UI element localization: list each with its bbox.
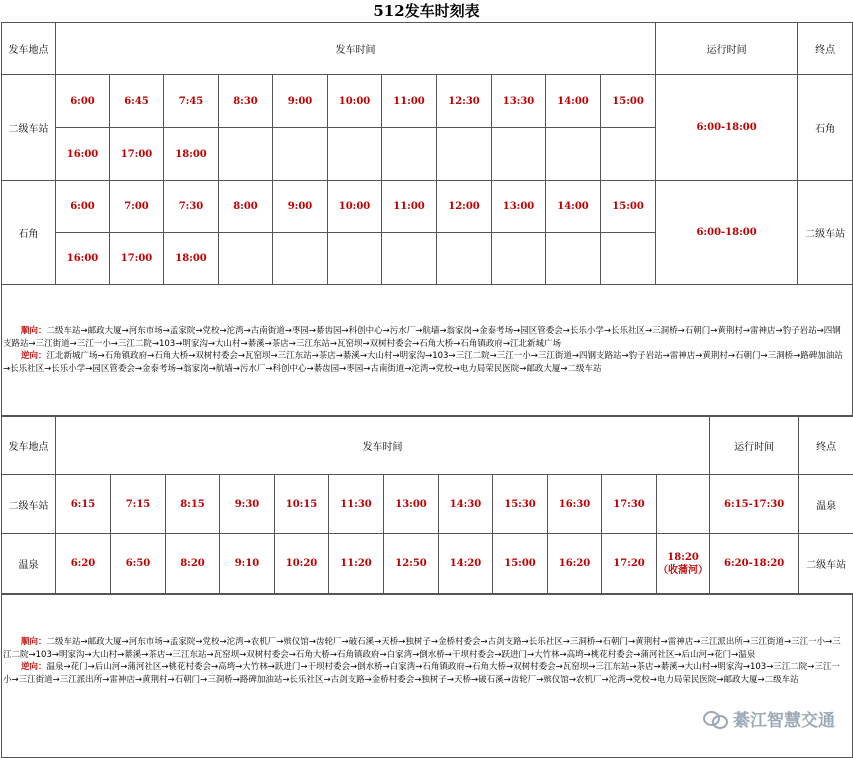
departure-time: 18:00	[164, 233, 219, 285]
departure-time: 14:00	[546, 75, 601, 128]
empty-cell	[492, 233, 546, 285]
run-time: 6:20-18:20	[710, 534, 799, 594]
departure-time: 13:00	[492, 181, 546, 233]
empty-cell	[492, 128, 546, 181]
header-end: 终点	[798, 23, 853, 75]
empty-cell	[219, 128, 273, 181]
header-place: 发车地点	[2, 416, 56, 475]
departure-time: 17:00	[110, 233, 164, 285]
empty-cell	[273, 128, 328, 181]
departure-time	[657, 475, 710, 534]
departure-time: 15:00	[601, 181, 656, 233]
departure-time: 8:20	[166, 534, 220, 594]
terminal: 石角	[798, 75, 853, 181]
row-place: 二级车站	[2, 75, 56, 181]
departure-time: 10:20	[275, 534, 329, 594]
empty-cell	[382, 233, 437, 285]
departure-time: 12:50	[384, 534, 439, 594]
departure-time: 6:15	[56, 475, 111, 534]
empty-cell	[328, 128, 382, 181]
route-forward-label: 顺向：	[21, 637, 47, 647]
departure-time: 14:30	[439, 475, 493, 534]
empty-cell	[601, 128, 656, 181]
row-place: 温泉	[2, 534, 56, 594]
departure-time: 6:20	[56, 534, 111, 594]
route-reverse	[3, 661, 848, 686]
empty-cell	[601, 233, 656, 285]
departure-time: 11:20	[329, 534, 384, 594]
departure-time: 16:00	[56, 128, 110, 181]
departure-time: 9:00	[273, 181, 328, 233]
empty-cell	[437, 128, 492, 181]
page-title: 512发车时刻表	[373, 2, 480, 20]
departure-time: 8:00	[219, 181, 273, 233]
route-reverse-label: 逆向：	[21, 351, 47, 361]
watermark	[703, 706, 835, 731]
departure-time: 8:15	[166, 475, 220, 534]
row-place: 石角	[2, 181, 56, 285]
route-reverse-stops: 江北新城广场→石角镇政府→石角大桥→双树村委会→瓦窑坝→三江东站→茶店→綦溪→大山村→明家沟→103→三江二院→三江一小→三江街道→四钢支路站→豹子岩站→雷神店→黄荆村→石朝门→三洞桥→路碑加油站→长乐社区→长乐小学→园区管委会→金泰考场→翁家岗→航墙→污水厂→科创中心→綦齿园→枣园→古南街道→沱湾→党校→电力局荣民医院→邮政大厦→二级车站	[3, 351, 843, 374]
departure-time: 15:30	[493, 475, 548, 534]
departure-time: 16:00	[56, 233, 110, 285]
departure-time: 10:15	[275, 475, 329, 534]
departure-time: 9:10	[220, 534, 275, 594]
route-forward-stops: 二级车站→邮政大厦→河东市场→孟家院→党校→沱湾→农机厂→殡仪馆→齿轮厂→破石溪→天桥→独树子→金桥村委会→古剑支路→长乐社区→三洞桥→石朝门→黄荆村→雷神店→三江派出所→三江街道→三江一小→三江二院→103→明家沟→大山村→綦溪→茶店→三江东站→瓦窑坝→双树村委会→石角大桥→石角镇政府→白家湾→倒水桥→干坝村委会→跃进门→大竹林→高塆→桃花村委会→蒲河社区→后山河→花门→温泉	[3, 637, 841, 660]
departure-time: 11:00	[382, 181, 437, 233]
header-place: 发车地点	[2, 23, 56, 75]
departure-time: 17:20	[602, 534, 657, 594]
empty-cell	[219, 233, 273, 285]
terminal: 温泉	[799, 475, 853, 534]
timetable-1	[1, 22, 853, 285]
departure-time: 12:30	[437, 75, 492, 128]
departure-time: 10:00	[328, 181, 382, 233]
departure-time: 7:30	[164, 181, 219, 233]
header-time: 发车时间	[56, 23, 656, 75]
header-end: 终点	[799, 416, 853, 475]
route-reverse	[3, 350, 848, 375]
run-time: 6:15-17:30	[710, 475, 799, 534]
route-text-1	[3, 325, 848, 375]
route-reverse-label: 逆向：	[21, 662, 47, 672]
departure-time: 18:20	[667, 551, 699, 563]
departure-time: 11:00	[382, 75, 437, 128]
empty-cell	[273, 233, 328, 285]
departure-time: 13:00	[384, 475, 439, 534]
route-text-2	[3, 636, 848, 686]
departure-time: 16:20	[548, 534, 602, 594]
empty-cell	[437, 233, 492, 285]
departure-time: 17:30	[602, 475, 657, 534]
departure-time: 9:30	[220, 475, 275, 534]
route-reverse-stops: 温泉→花门→后山河→蒲河社区→桃花村委会→高塆→大竹林→跃进门→干坝村委会→倒水桥→白家湾→石角镇政府→石角大桥→双树村委会→瓦窑坝→三江东站→茶店→綦溪→大山村→明家沟→103→三江二院→三江一小→三江街道→三江派出所→雷神店→黄荆村→石朝门→三洞桥→路碑加油站→长乐社区→古剑支路→金桥村委会→独树子→天桥→破石溪→齿轮厂→殡仪馆→农机厂→沱湾→党校→电力局荣民医院→邮政大厦→二级车站	[3, 662, 840, 685]
departure-time: 9:00	[273, 75, 328, 128]
departure-time: 18:00	[164, 128, 219, 181]
departure-time: 8:30	[219, 75, 273, 128]
departure-note: （收蒲河）	[658, 564, 709, 576]
departure-time: 15:00	[493, 534, 548, 594]
departure-time: 12:00	[437, 181, 492, 233]
departure-time: 6:00	[56, 75, 110, 128]
header-run: 运行时间	[656, 23, 798, 75]
route-forward	[3, 325, 848, 350]
empty-cell	[328, 233, 382, 285]
header-run: 运行时间	[710, 416, 799, 475]
watermark-text: 綦江智慧交通	[733, 711, 835, 731]
departure-time: 16:30	[548, 475, 602, 534]
route-forward-label: 顺向：	[21, 326, 47, 336]
empty-cell	[546, 233, 601, 285]
departure-time: 6:00	[56, 181, 110, 233]
timetable-2	[1, 415, 853, 594]
route-forward-stops: 二级车站→邮政大厦→河东市场→孟家院→党校→沱湾→古南街道→枣园→綦齿园→科创中心→污水厂→航墙→翁家岗→金泰考场→园区管委会→长乐小学→长乐社区→三洞桥→石朝门→黄荆村→雷神店→豹子岩站→四钢支路站→三江街道→三江一小→三江二院→103→明家沟→大山村→綦溪→茶店→三江东站→瓦窑坝→双树村委会→石角大桥→石角镇政府→江北新城广场	[3, 326, 841, 349]
last-departure	[657, 534, 710, 594]
departure-time: 7:15	[111, 475, 166, 534]
route-forward	[3, 636, 848, 661]
wechat-icon	[703, 710, 729, 728]
run-time: 6:00-18:00	[656, 181, 798, 285]
departure-time: 14:00	[546, 181, 601, 233]
departure-time: 6:50	[111, 534, 166, 594]
terminal: 二级车站	[799, 534, 853, 594]
departure-time: 14:20	[439, 534, 493, 594]
row-place: 二级车站	[2, 475, 56, 534]
empty-cell	[546, 128, 601, 181]
departure-time: 7:00	[110, 181, 164, 233]
departure-time: 13:30	[492, 75, 546, 128]
terminal: 二级车站	[798, 181, 853, 285]
departure-time: 17:00	[110, 128, 164, 181]
departure-time: 11:30	[329, 475, 384, 534]
empty-cell	[382, 128, 437, 181]
departure-time: 6:45	[110, 75, 164, 128]
header-time: 发车时间	[56, 416, 710, 475]
departure-time: 7:45	[164, 75, 219, 128]
run-time: 6:00-18:00	[656, 75, 798, 181]
departure-time: 10:00	[328, 75, 382, 128]
departure-time: 15:00	[601, 75, 656, 128]
